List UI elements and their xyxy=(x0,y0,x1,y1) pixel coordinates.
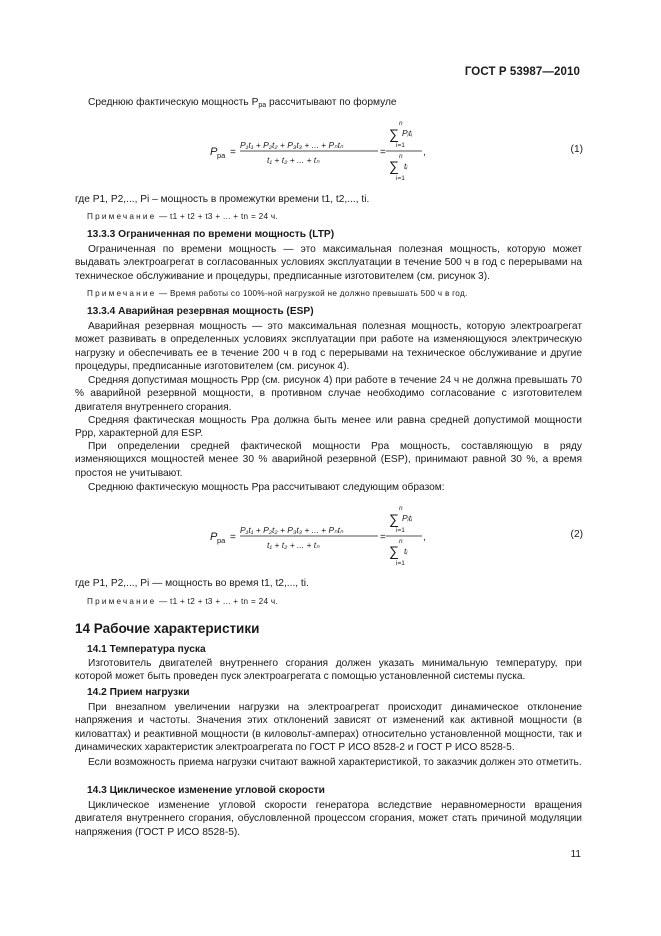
svg-text:n: n xyxy=(399,538,403,545)
svg-text:Pᵢtᵢ: Pᵢtᵢ xyxy=(402,513,413,523)
svg-text:pa: pa xyxy=(217,536,226,545)
para-14-2-b: Если возможность приема нагрузки считают важной характеристикой, то заказчик должен это отметить. xyxy=(88,757,582,768)
para-14-2-a: При внезапном увеличении нагрузки на электроагрегат происходит динамическое отклонение напряжения и частоты. Значения этих отклонений зависят от изменений как активной мощности (в киловаттах) и реактивной мощности (в киловольт-амперах) относительно установленной мощности, так и динамических характеристик электроагрегата по ГОСТ Р ИСО 8528-2 и ГОСТ Р ИСО 8528-5. xyxy=(75,702,582,754)
para-esp-1: Аварийная резервная мощность — это максимальная полезная мощность, которую электроагрегат может развивать в определенных условиях эксплуатации при работе на изменяющуюся электрическую нагрузку и обеспечивать ее в течение 200 ч в год с перерывами на техническое обслуживание и другие процедуры, предписанные изготовителем (см. рисунок 4). xyxy=(75,321,582,373)
svg-text:∑: ∑ xyxy=(389,511,399,527)
sum-symbol: ∑ xyxy=(389,126,399,142)
formula-2 xyxy=(200,503,590,573)
svg-text:n: n xyxy=(399,505,403,512)
formula-numerator: P₁t₁ + P₂t₂ + P₃t₃ + ... + Pₙtₙ xyxy=(240,140,344,150)
svg-text:t₁ + t₂ + ... + tₙ: t₁ + t₂ + ... + tₙ xyxy=(267,540,320,550)
formula-1-number: (1) xyxy=(570,144,583,155)
svg-text:∑: ∑ xyxy=(389,158,399,174)
svg-text:n: n xyxy=(399,153,403,160)
para-esp-4: При определении средней фактической мощности Ppa мощность, составляющую в ряду изменяющихся мощностей менее 30 % аварийной резервной (ESP), принимают равной 30 %, а время простоя не учитывают. xyxy=(75,441,582,479)
para-esp-2: Средняя допустимая мощность Ppp (см. рисунок 4) при работе в течение 24 ч не должна превышать 70 % аварийной резервной мощности, в противном случае необходимо согласование с изготовителем двигателя внутреннего сгорания. xyxy=(75,375,582,413)
formula-lhs: P xyxy=(210,146,218,158)
para-ltp: Ограниченная по времени мощность — это максимальная полезная мощность, которую может выдавать электроагрегат в согласованных условиях эксплуатации в течение 500 ч в год с перерывами на техническое обслуживание и процедуры, предписанные изготовителем (см. рисунок 3). xyxy=(75,244,582,282)
sum-lower: i=1 xyxy=(396,142,405,149)
formula-denominator: t₁ + t₂ + ... + tₙ xyxy=(267,155,320,165)
formula-1-where: где P1, P2,..., Pi – мощность в промежутки времени t1, t2,..., ti. xyxy=(75,194,370,205)
para-esp-5: Среднюю фактическую мощность Ppa рассчитывают следующим образом: xyxy=(88,482,445,493)
formula-2-number: (2) xyxy=(570,529,583,540)
formula-1 xyxy=(200,118,590,188)
formula-2-where: где P1, P2,..., Pi — мощность во время t1, t2,..., ti. xyxy=(75,578,309,589)
formula-1-intro: Среднюю фактическую мощность $P_{pa}$ рассчитывают по формуле xyxy=(88,97,397,109)
svg-text:i=1: i=1 xyxy=(396,175,405,182)
heading-14-2: 14.2 Прием нагрузки xyxy=(87,687,190,698)
heading-14-3: 14.3 Циклическое изменение угловой скорости xyxy=(87,785,325,796)
svg-text:∑: ∑ xyxy=(389,543,399,559)
svg-text:,: , xyxy=(423,532,426,543)
svg-text:=: = xyxy=(380,147,386,158)
heading-13-3-4: 13.3.4 Аварийная резервная мощность (ESP) xyxy=(87,306,314,317)
sum-num-term: Pᵢtᵢ xyxy=(402,128,413,138)
para-14-3: Циклическое изменение угловой скорости генератора вследствие неравномерности вращения двигателя внутреннего сгорания, обусловленной процессом сгорания, может стать причиной модуляции напряжения (ГОСТ Р ИСО 8528-5). xyxy=(75,800,582,838)
page-number: 11 xyxy=(570,849,581,860)
svg-text:tᵢ: tᵢ xyxy=(404,161,408,171)
heading-13-3-3: 13.3.3 Ограниченная по времени мощность (LTP) xyxy=(87,229,335,240)
para-esp-3: Средняя фактическая мощность Ppa должна быть менее или равна средней допустимой мощности Ppp, характерной для ESP. xyxy=(75,415,582,440)
note-ltp: Примечание — Время работы со 100%-ной нагрузкой не должно превышать 500 ч в год. xyxy=(87,289,468,298)
svg-text:P₁t₁ + P₂t₂ + P₃t₃ + ... + Pₙt: P₁t₁ + P₂t₂ + P₃t₃ + ... + Pₙtₙ xyxy=(240,525,344,535)
standard-header: ГОСТ Р 53987—2010 xyxy=(464,66,580,78)
sum-upper: n xyxy=(399,120,403,127)
svg-text:i=1: i=1 xyxy=(396,560,405,567)
para-14-1: Изготовитель двигателей внутреннего сгорания должен указать минимальную температуру, при которой может быть проведен пуск электроагрегата с помощью установленной системы пуска. xyxy=(75,658,582,683)
heading-14-1: 14.1 Температура пуска xyxy=(87,644,206,655)
note-formula-1: Примечание — t1 + t2 + t3 + ... + tn = 24 ч. xyxy=(87,212,279,221)
svg-text:,: , xyxy=(423,147,426,158)
note-formula-2: Примечание — t1 + t2 + t3 + ... + tn = 24 ч. xyxy=(87,597,279,606)
svg-text:i=1: i=1 xyxy=(396,527,405,534)
svg-text:tᵢ: tᵢ xyxy=(404,546,408,556)
svg-text:P: P xyxy=(210,531,218,543)
svg-text:=: = xyxy=(230,147,236,158)
svg-text:=: = xyxy=(230,532,236,543)
heading-14: 14 Рабочие характеристики xyxy=(75,621,260,636)
formula-lhs-sub: pa xyxy=(217,151,226,160)
svg-text:=: = xyxy=(380,532,386,543)
